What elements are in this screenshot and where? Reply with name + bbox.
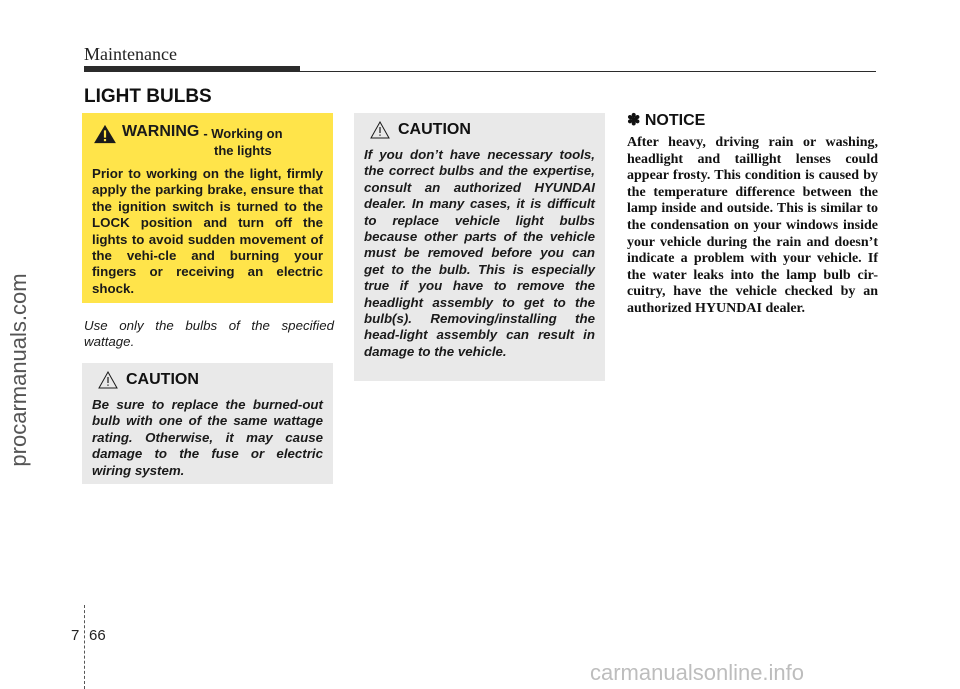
header-rule	[84, 71, 876, 72]
caution-body: Be sure to replace the burned-out bulb with one of the same wattage rating. Otherwise, it may cause damage to the fuse or electric wiring system.	[92, 397, 323, 478]
caution-header	[370, 121, 595, 139]
warning-header	[92, 123, 323, 144]
caution-box-dealer	[354, 113, 605, 381]
section-title: LIGHT BULBS	[84, 86, 212, 107]
side-watermark	[2, 240, 36, 500]
warning-label: WARNING	[122, 123, 200, 140]
warning-subtitle-line2: the lights	[214, 143, 272, 158]
caution-triangle-icon	[370, 121, 390, 139]
intro-text: Use only the bulbs of the specified wattage.	[84, 318, 334, 349]
warning-box	[82, 113, 333, 303]
warning-subtitle-line1: - Working on	[203, 126, 283, 141]
notice-body: After heavy, driving rain or washing, headlight and taillight lenses could appear frosty. This condition is caused by the temperature difference between the lamp inside and outside. This is similar to the condensation on your windows inside your vehicle during the rain and doesn’t indicate a problem with your vehicle. If the water leaks into the lamp bulb cir-cuitry, have the vehicle checked by an authorized HYUNDAI dealer.	[627, 135, 878, 316]
footer-chapter-number: 7	[71, 627, 80, 644]
caution-body: If you don’t have necessary tools, the correct bulbs and the expertise, consult an authorized HYUNDAI dealer. In many cases, it is difficult to replace vehicle light bulbs because other parts of the vehicle must be removed before you can get to the bulb. This is especially true if you have to remove the headlight assembly to get to the bulb(s). Removing/installing the head-light assembly can result in damage to the vehicle.	[364, 147, 595, 359]
footer-divider	[84, 605, 85, 689]
bottom-watermark: carmanualsonline.info	[590, 660, 805, 685]
caution-box-fuse	[82, 363, 333, 484]
caution-label: CAUTION	[126, 371, 199, 388]
side-watermark-text: procarmanuals.com	[6, 273, 31, 467]
caution-label: CAUTION	[398, 121, 471, 138]
caution-header	[98, 371, 323, 389]
warning-body: Prior to working on the light, firmly apply the parking brake, ensure that the ignition switch is turned to the LOCK position and turn off the lights to avoid sudden movement of the vehi-cle and burning your fingers or receiving an electric shock.	[92, 166, 323, 296]
warning-triangle-icon	[92, 124, 118, 144]
header-title: Maintenance	[84, 44, 177, 64]
notice-title: ✽ NOTICE	[627, 112, 706, 129]
caution-triangle-icon	[98, 371, 118, 389]
footer-page-number: 66	[89, 627, 106, 644]
